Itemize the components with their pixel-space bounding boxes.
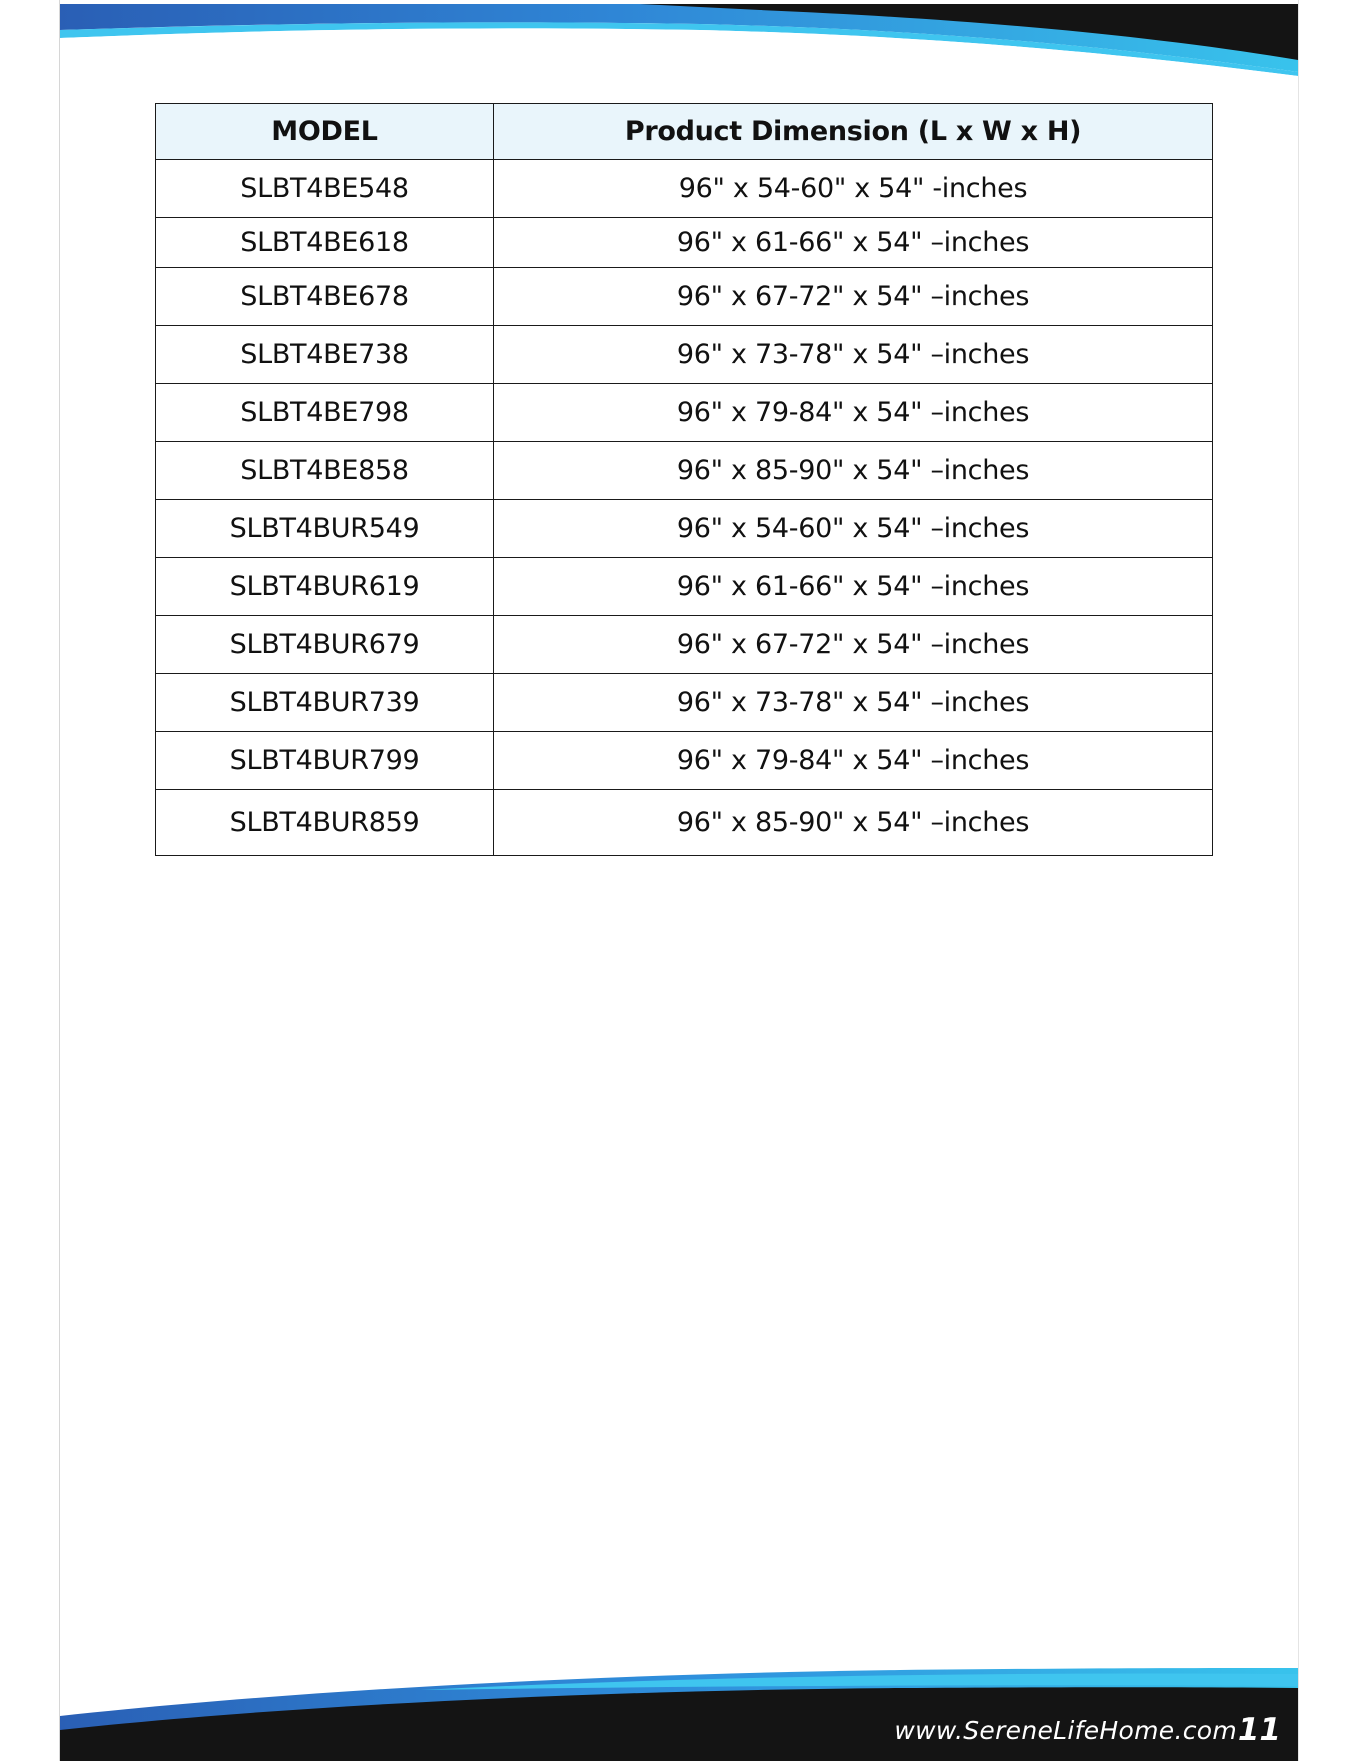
dimension-cell: 96" x 85-90" x 54" –inches [494, 442, 1213, 500]
product-dimension-table [155, 103, 1213, 856]
table-row [156, 674, 1213, 732]
model-cell: SLBT4BUR679 [156, 616, 494, 674]
top-swoosh-banner [0, 0, 1361, 80]
table-row [156, 384, 1213, 442]
dimension-cell: 96" x 54-60" x 54" –inches [494, 500, 1213, 558]
dimension-cell: 96" x 54-60" x 54" -inches [494, 160, 1213, 218]
table-row [156, 616, 1213, 674]
dimension-cell: 96" x 79-84" x 54" –inches [494, 384, 1213, 442]
dimension-cell: 96" x 61-66" x 54" –inches [494, 558, 1213, 616]
footer-page-number: 11 [1237, 1712, 1281, 1748]
dimension-cell: 96" x 85-90" x 54" –inches [494, 790, 1213, 856]
model-cell: SLBT4BE858 [156, 442, 494, 500]
table-row [156, 500, 1213, 558]
table-row [156, 218, 1213, 268]
table-row [156, 790, 1213, 856]
page-edge-right [1298, 0, 1299, 1761]
model-column-header: MODEL [156, 104, 494, 160]
dimension-cell: 96" x 79-84" x 54" –inches [494, 732, 1213, 790]
table-row [156, 558, 1213, 616]
table-row [156, 268, 1213, 326]
model-cell: SLBT4BUR619 [156, 558, 494, 616]
model-cell: SLBT4BE618 [156, 218, 494, 268]
model-cell: SLBT4BE548 [156, 160, 494, 218]
dimension-cell: 96" x 73-78" x 54" –inches [494, 674, 1213, 732]
model-cell: SLBT4BUR859 [156, 790, 494, 856]
dimension-column-header: Product Dimension (L x W x H) [494, 104, 1213, 160]
model-cell: SLBT4BUR739 [156, 674, 494, 732]
table-row [156, 326, 1213, 384]
model-cell: SLBT4BE738 [156, 326, 494, 384]
table-row [156, 732, 1213, 790]
model-cell: SLBT4BUR799 [156, 732, 494, 790]
dimension-cell: 96" x 67-72" x 54" –inches [494, 268, 1213, 326]
dimension-cell: 96" x 61-66" x 54" –inches [494, 218, 1213, 268]
dimension-cell: 96" x 73-78" x 54" –inches [494, 326, 1213, 384]
table-header-row [156, 104, 1213, 160]
model-cell: SLBT4BUR549 [156, 500, 494, 558]
model-cell: SLBT4BE798 [156, 384, 494, 442]
table-row [156, 160, 1213, 218]
table-row [156, 442, 1213, 500]
footer-website-url: www.SereneLifeHome.com [894, 1716, 1237, 1745]
dimension-cell: 96" x 67-72" x 54" –inches [494, 616, 1213, 674]
bottom-swoosh-banner [0, 1660, 1361, 1761]
page-edge-left [59, 0, 60, 1761]
model-cell: SLBT4BE678 [156, 268, 494, 326]
